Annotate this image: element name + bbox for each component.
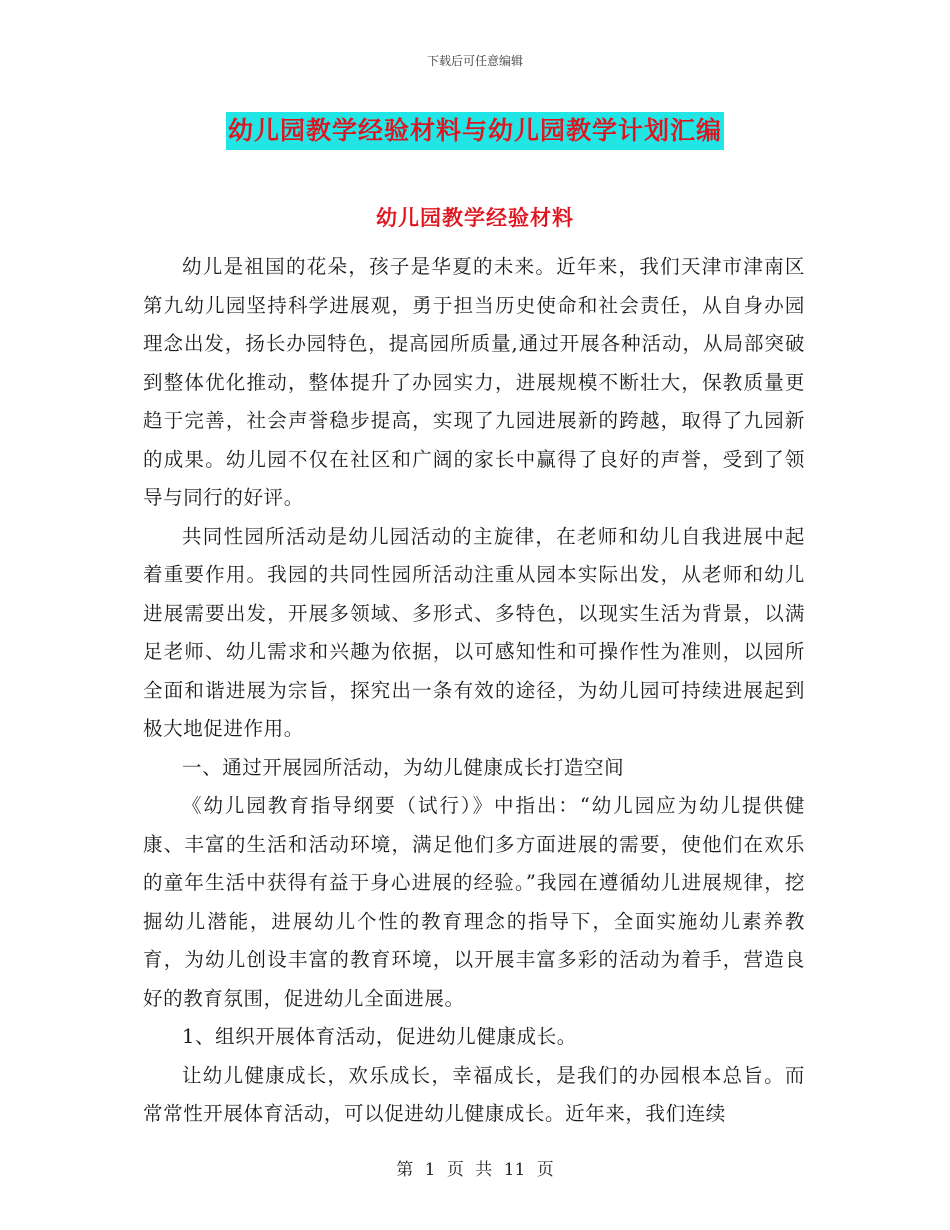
document-title-text: 幼儿园教学经验材料与幼儿园教学计划汇编 <box>226 112 724 150</box>
page-header-note: 下载后可任意编辑 <box>426 54 523 68</box>
page-footer: 第 1 页 共 11 页 <box>396 1160 554 1180</box>
heading-1: 一、通过开展园所活动，为幼儿健康成长打造空间 <box>182 755 625 779</box>
body-text <box>143 248 805 1134</box>
paragraph-1: 幼儿是祖国的花朵，孩子是华夏的未来。近年来，我们天津市津南区第九幼儿园坚持科学进展观，勇于担当历史使命和社会责任，从自身办园理念出发，扬长办园特色，提高园所质量,通过开展各种活动，从局部突破到整体优化推动，整体提升了办园实力，进展规模不断壮大，保教质量更趋于完善，社会声誉稳步提高，实现了九园进展新的跨越，取得了九园新的成果。幼儿园不仅在社区和广阔的家长中赢得了良好的声誉，受到了领导与同行的好评。 <box>143 255 805 509</box>
document-title <box>0 112 950 150</box>
paragraph-3: 《幼儿园教育指导纲要（试行）》中指出：“幼儿园应为幼儿提供健康、丰富的生活和活动环境，满足他们多方面进展的需要，使他们在欢乐的童年生活中获得有益于身心进展的经验。”我园在遵循幼儿进展规律，挖掘幼儿潜能，进展幼儿个性的教育理念的指导下，全面实施幼儿素养教育，为幼儿创设丰富的教育环境，以开展丰富多彩的活动为着手，营造良好的教育氛围，促进幼儿全面进展。 <box>143 794 805 1010</box>
paragraph-4: 让幼儿健康成长，欢乐成长，幸福成长，是我们的办园根本总旨。而常常性开展体育活动，可以促进幼儿健康成长。近年来，我们连续 <box>143 1063 805 1125</box>
paragraph-2: 共同性园所活动是幼儿园活动的主旋律，在老师和幼儿自我进展中起着重要作用。我园的共同性园所活动注重从园本实际出发，从老师和幼儿进展需要出发，开展多领域、多形式、多特色，以现实生活为背景，以满足老师、幼儿需求和兴趣为依据，以可感知性和可操作性为准则，以园所全面和谐进展为宗旨，探究出一条有效的途径，为幼儿园可持续进展起到极大地促进作用。 <box>143 524 805 740</box>
subheading-1: 1、组织开展体育活动，促进幼儿健康成长。 <box>182 1025 577 1048</box>
section-title: 幼儿园教学经验材料 <box>376 205 574 230</box>
